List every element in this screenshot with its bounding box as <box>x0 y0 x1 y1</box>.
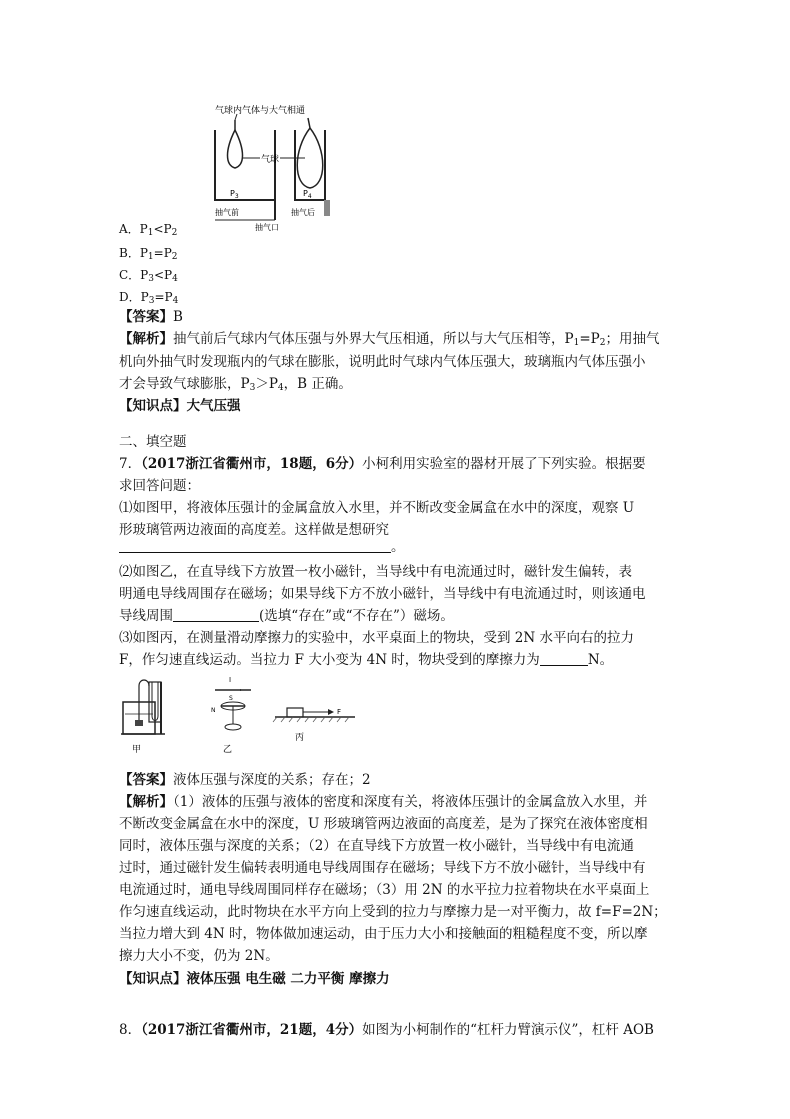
q7-line6: ⑵如图乙，在直导线下方放置一枚小磁针，当导线中有电流通过时，磁针发生偏转，表 <box>119 564 632 580</box>
balloon-jar-figure <box>195 100 355 235</box>
q7-analysis-line4: 过时，通过磁针发生偏转表明通电导线周围存在磁场；导线下方不放小磁针，当导线中有 <box>119 860 646 876</box>
section-heading: 二、填空题 <box>119 434 187 450</box>
fig-s-label: S <box>229 695 233 702</box>
p3-label: $P_3$ <box>230 189 239 200</box>
q7-line2: 求回答问题： <box>119 478 200 494</box>
q7-line9: ⑶如图丙，在测量滑动摩擦力的实验中，水平桌面上的物块，受到 2N 水平向右的拉力 <box>119 630 634 646</box>
fig-n-label: N <box>211 707 216 714</box>
fig-force-label: F <box>337 708 342 716</box>
fig-yi-label: 乙 <box>223 745 233 755</box>
q6-analysis-line1: 【解析】抽气前后气球内气体压强与外界大气压相通，所以与大气压相等，$P_1=P_2$；用抽气 <box>119 331 660 348</box>
q6-knowledge-point: 【知识点】大气压强 <box>119 398 241 414</box>
q7-line7: 明通电导线周围存在磁场；如果导线下方不放小磁针，当导线中有电流通过时，则该通电 <box>119 586 646 602</box>
balloon-top-label: 气球内气体与大气相通 <box>215 106 306 116</box>
q6-analysis-line3: 才会导致气球膨胀，$P_3>P_4$，B 正确。 <box>119 376 352 393</box>
after-label: 抽气后 <box>291 208 315 217</box>
q8-line1: 8．（2017浙江省衢州市，21题，4分）如图为小柯制作的“杠杆力臂演示仪”，杠杆 AOB <box>119 1022 654 1038</box>
fig-bing-label: 丙 <box>295 733 305 743</box>
q7-analysis-line5: 电流通过时，通电导线周围同样存在磁场；（3）用 2N 的水平拉力拉着物块在水平桌面上 <box>119 882 650 898</box>
q7-analysis-line3: 同时，液体压强与深度的关系；（2）在直导线下方放置一枚小磁针，当导线中有电流通 <box>119 838 634 854</box>
q6-answer: 【答案】B <box>119 309 183 325</box>
q7-analysis-line8: 擦力大小不变，仍为 2N。 <box>119 948 279 964</box>
option-c: C．$P_3<P_4$ <box>119 268 178 284</box>
q7-analysis-line2: 不断改变金属盒在水中的深度，U 形玻璃管两边液面的高度差，是为了探究在液体密度相 <box>119 816 648 832</box>
option-d: D．$P_3=P_4$ <box>119 290 179 306</box>
option-a: A．$P_1<P_2$ <box>119 222 178 238</box>
q7-line10: F，作匀速直线运动。当拉力 F 大小变为 4N 时，物块受到的摩擦力为 N。 <box>119 652 614 668</box>
q7-line5: 。 <box>119 536 405 558</box>
q7-line1: 7．（2017浙江省衢州市，18题，6分）小柯利用实验室的器材开展了下列实验。根据要 <box>119 456 646 472</box>
before-label: 抽气前 <box>215 208 239 217</box>
q6-analysis-line2: 机向外抽气时发现瓶内的气球在膨胀，说明此时气球内气体压强大，玻璃瓶内气体压强小 <box>119 354 646 370</box>
q7-line4: 形玻璃管两边液面的高度差。这样做是想研究 <box>119 522 389 538</box>
fig-current-label: I <box>229 676 232 684</box>
outlet-label: 抽气口 <box>255 223 279 232</box>
q7-analysis-line6: 作匀速直线运动，此时物块在水平方向上受到的拉力与摩擦力是一对平衡力，故 f=F=2N； <box>119 904 667 920</box>
q7-answer: 【答案】液体压强与深度的关系；存在；2 <box>119 772 371 788</box>
balloon-label: 气球 <box>261 155 280 165</box>
experiment-figures <box>115 672 375 762</box>
fig-jia-label: 甲 <box>132 745 142 755</box>
option-b: B．$P_1=P_2$ <box>119 246 178 262</box>
q7-analysis-line1: 【解析】（1）液体的压强与液体的密度和深度有关，将液体压强计的金属盒放入水里，并 <box>119 794 648 810</box>
q7-analysis-line7: 当拉力增大到 4N 时，物体做加速运动，由于压力大小和接触面的粗糙程度不变，所以摩 <box>119 926 648 942</box>
p4-label: $P_4$ <box>303 189 312 200</box>
q7-knowledge-point: 【知识点】液体压强 电生磁 二力平衡 摩擦力 <box>119 971 390 987</box>
q7-line3: ⑴如图甲，将液体压强计的金属盒放入水里，并不断改变金属盒在水中的深度，观察 U <box>119 500 635 516</box>
q7-line8: 导线周围 (选填“存在”或“不存在”）磁场。 <box>119 608 454 624</box>
